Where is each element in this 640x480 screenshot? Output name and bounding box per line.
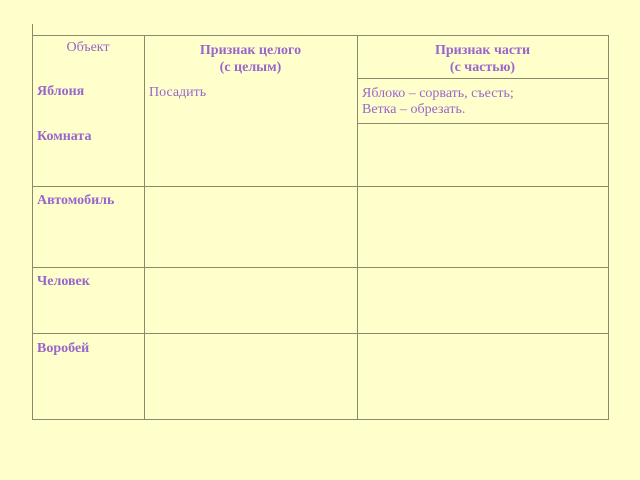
header-object: Объект: [66, 40, 110, 55]
header-part-line1: Признак части: [434, 43, 531, 58]
row-divider-3: [32, 267, 609, 268]
table-border-bottom: [32, 419, 609, 420]
row-object-label: Человек: [37, 274, 90, 289]
header-whole-line1: Признак целого: [199, 43, 302, 58]
header-row-divider: [357, 78, 609, 79]
row-part-cell-line1: Яблоко – сорвать, съесть;: [362, 86, 514, 101]
column-divider-2: [357, 35, 358, 420]
header-whole-line2: (с целым): [219, 60, 282, 75]
row-object-label: Воробей: [37, 341, 90, 356]
row-object-label: Комната: [37, 129, 92, 144]
row-whole-cell: Посадить: [149, 85, 207, 100]
row-part-cell-line2: Ветка – обрезать.: [362, 102, 466, 117]
table-border-left: [32, 24, 33, 420]
row-object-label: Яблоня: [37, 84, 85, 99]
column-divider-1: [144, 35, 145, 420]
row-divider-4: [32, 333, 609, 334]
row-divider-2: [32, 186, 609, 187]
table-border-right: [608, 35, 609, 420]
row-object-label: Автомобиль: [37, 193, 115, 208]
table-border-top: [32, 35, 609, 36]
header-part-line2: (с частью): [449, 60, 516, 75]
row-divider-1: [357, 123, 609, 124]
